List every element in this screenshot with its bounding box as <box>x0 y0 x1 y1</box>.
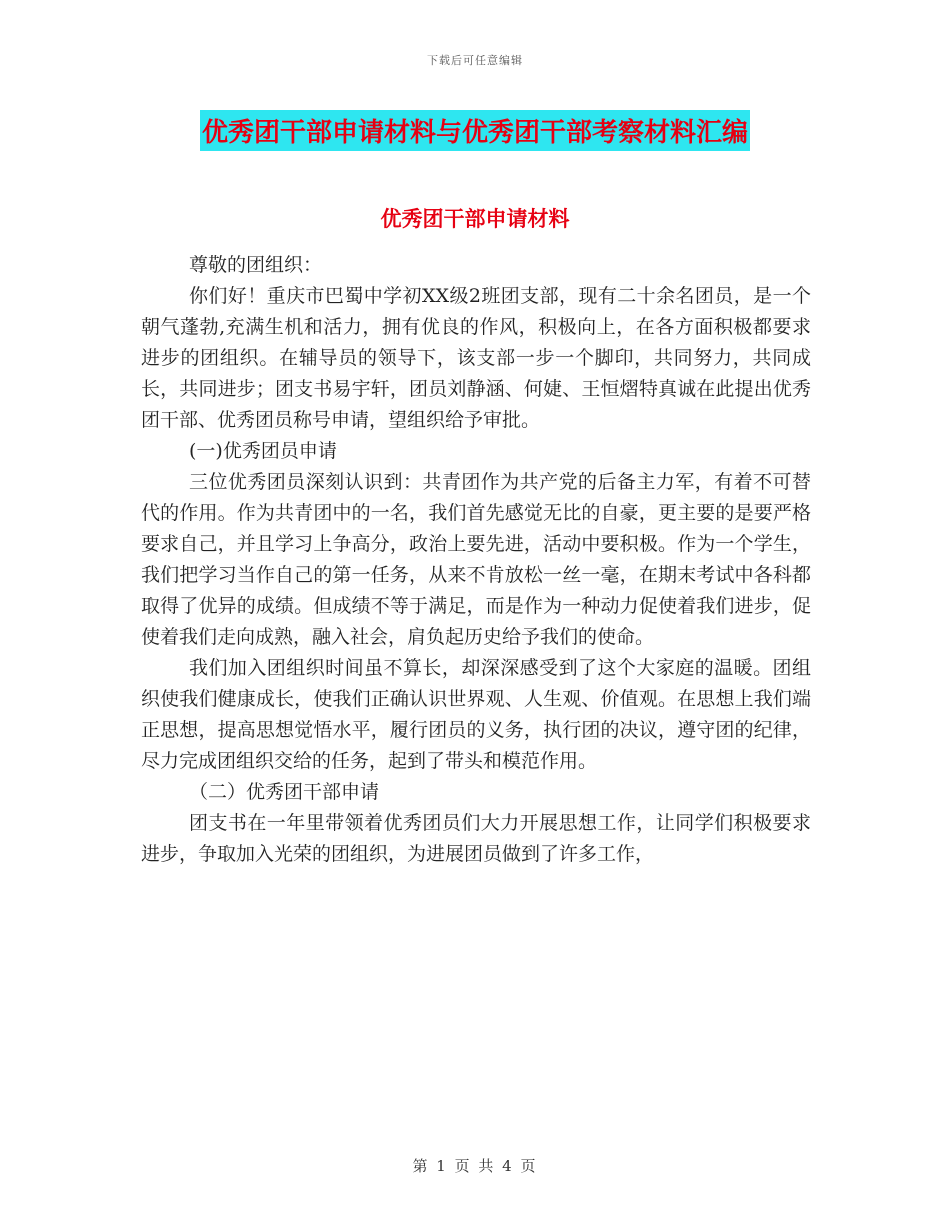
paragraph: 团支书在一年里带领着优秀团员们大力开展思想工作，让同学们积极要求进步，争取加入光荣的团组织，为进展团员做到了许多工作， <box>141 812 811 865</box>
paragraph: 我们加入团组织时间虽不算长，却深深感受到了这个大家庭的温暖。团组织使我们健康成长，使我们正确认识世界观、人生观、价值观。在思想上我们端正思想，提高思想觉悟水平，履行团员的义务，执行团的决议，遵守团的纪律，尽力完成团组织交给的任务，起到了带头和模范作用。 <box>141 657 811 772</box>
subheading: （二）优秀团干部申请 <box>189 781 380 803</box>
header-note: 下载后可任意编辑 <box>427 54 523 67</box>
paragraph: 三位优秀团员深刻认识到：共青团作为共产党的后备主力军，有着不可替代的作用。作为共青团中的一名，我们首先感觉无比的自豪，更主要的是要严格要求自己，并且学习上争高分，政治上要先进，活动中要积极。作为一个学生，我们把学习当作自己的第一任务，从来不肯放松一丝一毫，在期末考试中各科都取得了优异的成绩。但成绩不等于满足，而是作为一种动力促使着我们进步，促使着我们走向成熟，融入社会，肩负起历史给予我们的使命。 <box>141 471 811 648</box>
subheading: (一)优秀团员申请 <box>189 440 337 462</box>
salutation: 尊敬的团组织： <box>189 254 323 276</box>
document-title: 优秀团干部申请材料与优秀团干部考察材料汇编 <box>200 110 750 151</box>
document-title-wrapper <box>0 110 950 151</box>
paragraph: 你们好！重庆市巴蜀中学初XX级2班团支部，现有二十余名团员，是一个朝气蓬勃,充满生机和活力，拥有优良的作风，积极向上，在各方面积极都要求进步的团组织。在辅导员的领导下，该支部一步一个脚印，共同努力，共同成长，共同进步；团支书易宇轩，团员刘静涵、何婕、王恒熠特真诚在此提出优秀团干部、优秀团员称号申请，望组织给予审批。 <box>141 285 811 431</box>
section-title: 优秀团干部申请材料 <box>380 206 570 231</box>
page-footer: 第 1 页 共 4 页 <box>412 1157 538 1175</box>
document-body <box>141 250 811 870</box>
